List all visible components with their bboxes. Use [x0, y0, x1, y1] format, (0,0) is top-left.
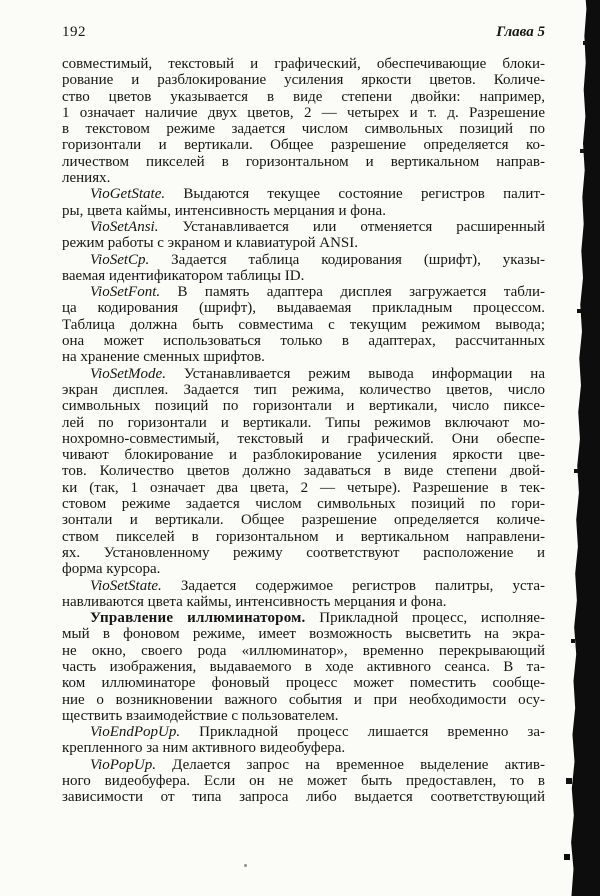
text-segment: Прикладной процесс лишается временно за- [180, 724, 545, 741]
text-segment: ного видеобуфера. Если он не может быть предоставлен, то в [62, 773, 545, 790]
text-line [62, 219, 545, 235]
text-segment: Устанавливается режим вывода информации на [165, 365, 545, 382]
text-line [62, 610, 545, 626]
text-segment: в текстовом режиме задается числом символьных позиций по [62, 121, 545, 138]
text-segment: рование и разблокирование усиления яркости цветов. Количе- [62, 72, 545, 89]
text-line [62, 105, 545, 121]
text-line [62, 757, 545, 773]
text-line [62, 529, 545, 545]
text-segment: на хранение сменных шрифтов. [62, 349, 265, 366]
text-segment: форма курсора. [62, 561, 161, 578]
text-line [62, 626, 545, 642]
text-line [62, 89, 545, 105]
api-function-name: VioEndPopUp. [90, 724, 181, 741]
text-line [62, 561, 545, 577]
api-function-name: VioSetState. [90, 577, 162, 594]
api-function-name: VioSetFont. [90, 284, 161, 301]
text-line [62, 398, 545, 414]
text-segment: символьных позиций по горизонтали и вертикали, число пиксе- [62, 398, 545, 415]
text-segment: Устанавливается или отменяется расширенный [158, 218, 545, 235]
text-segment: зависимости от типа запроса либо выдается соответствующий [62, 789, 545, 806]
text-line [62, 72, 545, 88]
text-segment: Таблица должна быть совместима с текущим режимом вывода; [62, 316, 545, 333]
page-header [62, 24, 545, 41]
text-segment: лей по горизонтали и вертикали. Типы режимов включают мо- [62, 414, 545, 431]
text-line [62, 578, 545, 594]
text-line [62, 252, 545, 268]
text-segment: экран дисплея. Задается тип режима, количество цветов, число [62, 381, 545, 398]
text-segment: ваемая идентификатором таблицы ID. [62, 267, 305, 284]
text-line [62, 643, 545, 659]
text-line [62, 366, 545, 382]
api-function-name: VioSetMode. [90, 365, 166, 382]
text-line [62, 512, 545, 528]
text-line [62, 170, 545, 186]
api-function-name: VioGetState. [90, 186, 166, 203]
text-segment: она может использоваться только в адаптерах, рассчитанных [62, 333, 545, 350]
text-line [62, 659, 545, 675]
text-line [62, 415, 545, 431]
text-line [62, 708, 545, 724]
text-segment: режим работы с экраном и клавиатурой ANSI. [62, 235, 359, 252]
text-line [62, 789, 545, 805]
scan-speckles [0, 0, 2, 2]
text-line [62, 692, 545, 708]
text-segment: ки (так, 1 означает два цвета, 2 — четыре). Разрешение в тек- [62, 479, 545, 496]
text-line [62, 300, 545, 316]
text-segment: ние о возникновении важного события и при необходимости осу- [62, 691, 545, 708]
text-line [62, 137, 545, 153]
text-segment: лениях. [62, 170, 111, 187]
text-segment: Задается содержимое регистров палитры, уста- [161, 577, 545, 594]
text-segment: совместимый, текстовый и графический, обеспечивающие блоки- [62, 56, 545, 72]
text-segment: ством пикселей в горизонтальном и вертикальном направлени- [62, 528, 545, 545]
text-line [62, 235, 545, 251]
text-segment: 1 означает наличие двух цветов, 2 — четырех и т. д. Разрешение [62, 104, 545, 121]
text-segment: ществить взаимодействие с пользователем. [62, 707, 339, 724]
text-segment: ком иллюминаторе фоновый процесс может поместить сообще- [62, 675, 545, 692]
text-line [62, 268, 545, 284]
text-line [62, 463, 545, 479]
text-line [62, 431, 545, 447]
text-segment: личеством пикселей в горизонтальном и вертикальном направ- [62, 153, 545, 170]
text-line [62, 545, 545, 561]
text-line [62, 675, 545, 691]
api-function-name: VioSetCp. [90, 251, 150, 268]
text-segment: ры, цвета каймы, интенсивность мерцания и фона. [62, 202, 386, 219]
text-line [62, 382, 545, 398]
text-segment: мый в фоновом режиме, имеет возможность высветить на экра- [62, 626, 545, 643]
text-segment: горизонтали и вертикали. Общее разрешение определяется ко- [62, 137, 545, 154]
text-line [62, 480, 545, 496]
text-segment: зонтали и вертикали. Общее разрешение определяется количе- [62, 512, 545, 529]
text-line [62, 56, 545, 72]
text-segment: нохромно-совместимый, текстовый и графический. Они обеспе- [62, 430, 545, 447]
text-line [62, 740, 545, 756]
text-line [62, 186, 545, 202]
text-line [62, 284, 545, 300]
text-segment: тов. Количество цветов должно задаваться в виде степени двой- [62, 463, 545, 480]
text-segment: В память адаптера дисплея загружается табли- [160, 284, 545, 301]
text-line [62, 724, 545, 740]
text-line [62, 594, 545, 610]
text-segment: ях. Установленному режиму соответствуют расположение и [62, 544, 545, 561]
text-segment: Прикладной процесс, исполняе- [305, 610, 545, 627]
text-segment: Выдаются текущее состояние регистров палит- [165, 186, 545, 203]
text-segment: ство цветов указывается в виде степени двойки: например, [62, 88, 545, 105]
text-segment: Делается запрос на временное выделение актив- [155, 756, 545, 773]
text-line [62, 121, 545, 137]
api-function-name: VioSetAnsi. [90, 218, 159, 235]
text-segment: стовом режиме задается числом символьных позиций по гори- [62, 496, 545, 513]
text-segment: часть изображения, выдаваемого в ходе активного сеанса. В та- [62, 658, 545, 675]
text-segment: Задается таблица кодирования (шрифт), указы- [149, 251, 545, 268]
running-head: Глава 5 [496, 24, 545, 40]
text-line [62, 203, 545, 219]
scan-edge-shadow [566, 0, 600, 896]
text-segment: навливаются цвета каймы, интенсивность мерцания и фона. [62, 593, 447, 610]
text-segment: не окно, своего рода «иллюминатор», временно перекрывающий [62, 642, 545, 659]
section-heading-run-in: Управление иллюминатором. [90, 610, 306, 627]
text-line [62, 447, 545, 463]
text-line [62, 154, 545, 170]
text-line [62, 317, 545, 333]
page-body-text [62, 56, 545, 806]
text-segment: чивают блокирование и разблокирование усиления яркости цве- [62, 447, 545, 464]
text-segment: крепленного за ним активного видеобуфера. [62, 740, 346, 757]
text-line [62, 496, 545, 512]
text-line [62, 349, 545, 365]
text-line [62, 333, 545, 349]
scan-dust-dot [244, 864, 247, 867]
page-number: 192 [62, 24, 86, 40]
api-function-name: VioPopUp. [90, 756, 156, 773]
text-segment: ца кодирования (шрифт), выдаваемая прикладным процессом. [62, 300, 545, 317]
text-line [62, 773, 545, 789]
